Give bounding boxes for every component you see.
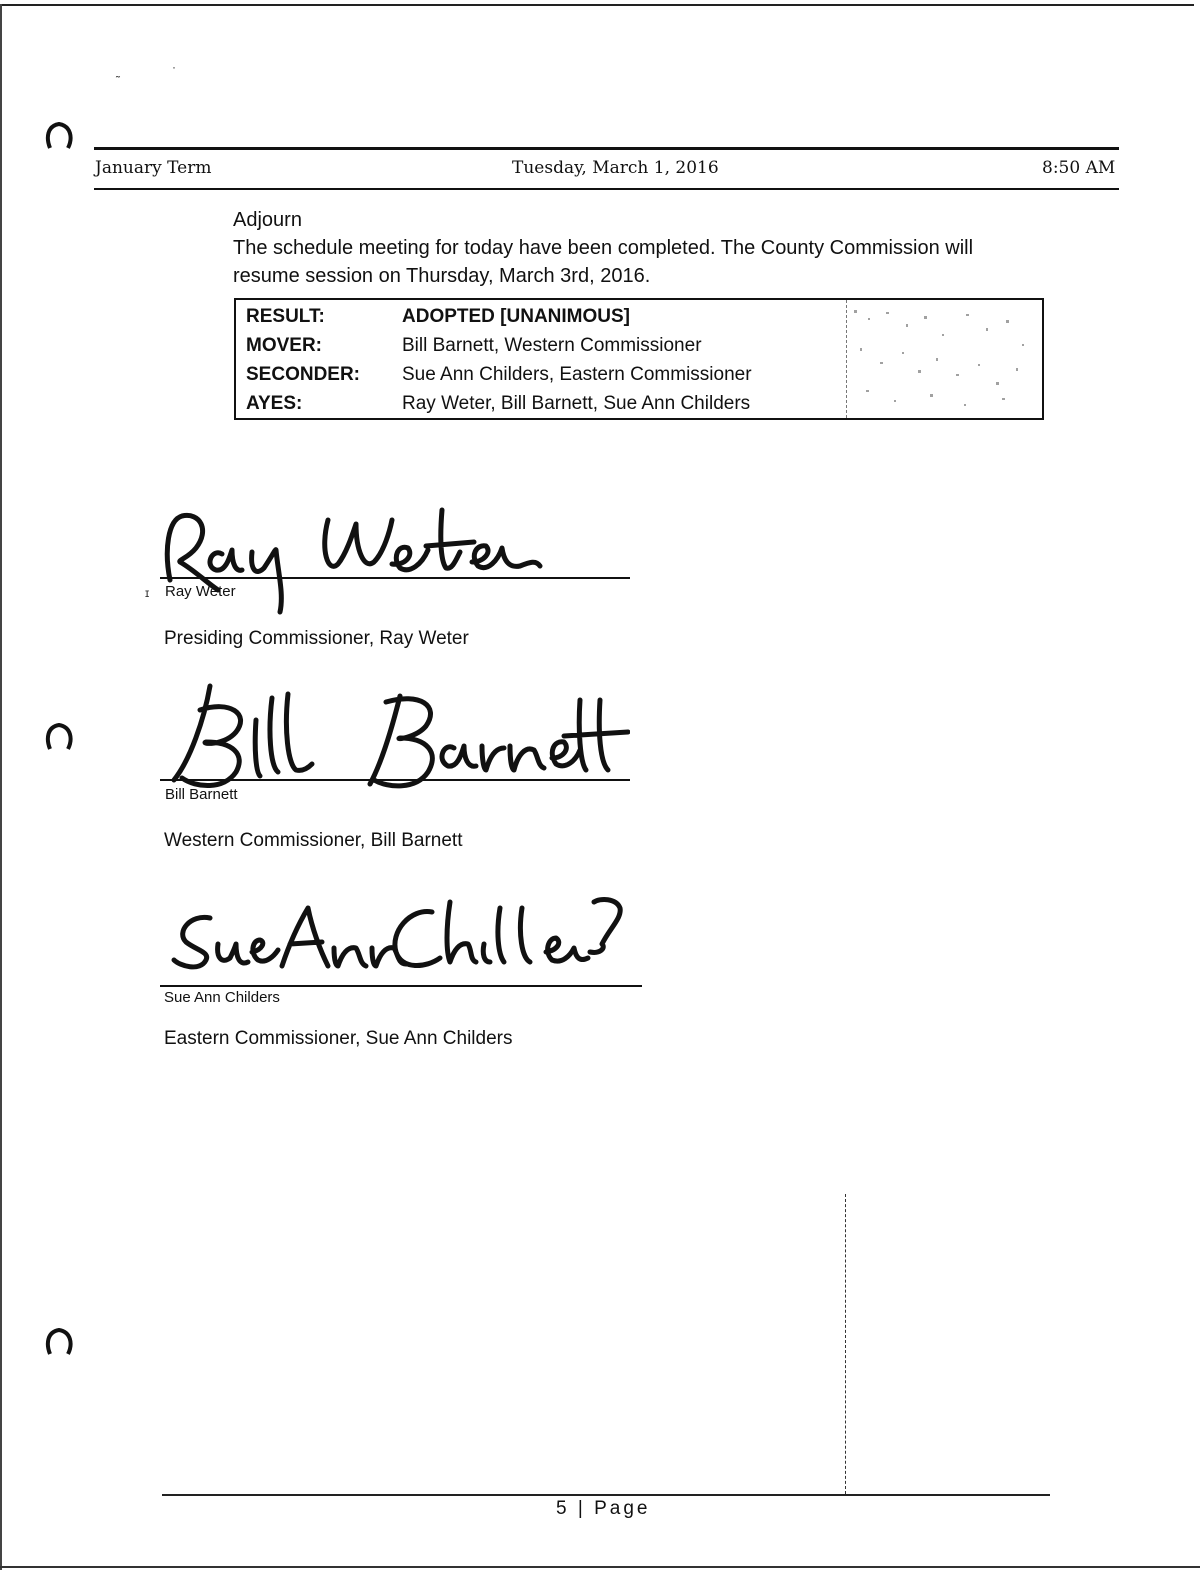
- vote-value: Ray Weter, Bill Barnett, Sue Ann Childers: [402, 393, 751, 414]
- header-date: Tuesday, March 1, 2016: [512, 158, 719, 178]
- page-label: | Page: [577, 1498, 651, 1519]
- scan-vertical-line: [845, 1194, 847, 1494]
- page-number: 5: [556, 1498, 570, 1519]
- signature-line: [160, 577, 630, 579]
- page-footer: [556, 1498, 650, 1520]
- vote-value: Bill Barnett, Western Commissioner: [402, 335, 702, 356]
- section-text-line-2: resume session on Thursday, March 3rd, 2016.: [233, 265, 651, 287]
- vote-label: SECONDER:: [246, 364, 361, 385]
- vote-label: AYES:: [246, 393, 303, 414]
- section-text-line-1: The schedule meeting for today have been completed. The County Commission will: [233, 237, 974, 259]
- scan-speck: ˷: [116, 64, 120, 78]
- signature-printed-name: Bill Barnett: [165, 786, 238, 803]
- section-heading: Adjourn: [233, 209, 302, 231]
- signature-ray-weter: [160, 490, 550, 620]
- signature-line: [160, 779, 630, 781]
- scan-edge-left: [0, 4, 2, 1570]
- scan-edge-bottom: [0, 1566, 1200, 1568]
- signature-bill-barnett: [160, 680, 630, 800]
- vote-result-box: [234, 298, 1044, 420]
- signature-sue-ann-childers: [170, 888, 630, 980]
- vote-label: RESULT:: [246, 306, 325, 327]
- binder-hole-icon: [44, 719, 74, 753]
- header-time: 8:50 AM: [1042, 158, 1116, 178]
- signature-title: Eastern Commissioner, Sue Ann Childers: [164, 1028, 513, 1049]
- signature-printed-name: Sue Ann Childers: [164, 989, 280, 1006]
- scan-noise: [846, 304, 1036, 414]
- signature-printed-name: Ray Weter: [165, 583, 236, 600]
- vote-label: MOVER:: [246, 335, 322, 356]
- scan-speck: ·: [172, 60, 176, 74]
- binder-hole-icon: [44, 118, 74, 152]
- header-rule-bottom: [94, 188, 1119, 190]
- binder-hole-icon: [44, 1324, 74, 1358]
- footer-rule: [162, 1494, 1050, 1496]
- scan-speck: ɪ: [145, 586, 150, 600]
- vote-value: ADOPTED [UNANIMOUS]: [402, 306, 630, 327]
- signature-line: [160, 985, 642, 987]
- signature-title: Western Commissioner, Bill Barnett: [164, 830, 463, 851]
- header-term: January Term: [95, 158, 212, 178]
- signature-title: Presiding Commissioner, Ray Weter: [164, 628, 469, 649]
- vote-value: Sue Ann Childers, Eastern Commissioner: [402, 364, 752, 385]
- header-rule-top: [94, 147, 1119, 150]
- scan-edge-top: [0, 4, 1194, 6]
